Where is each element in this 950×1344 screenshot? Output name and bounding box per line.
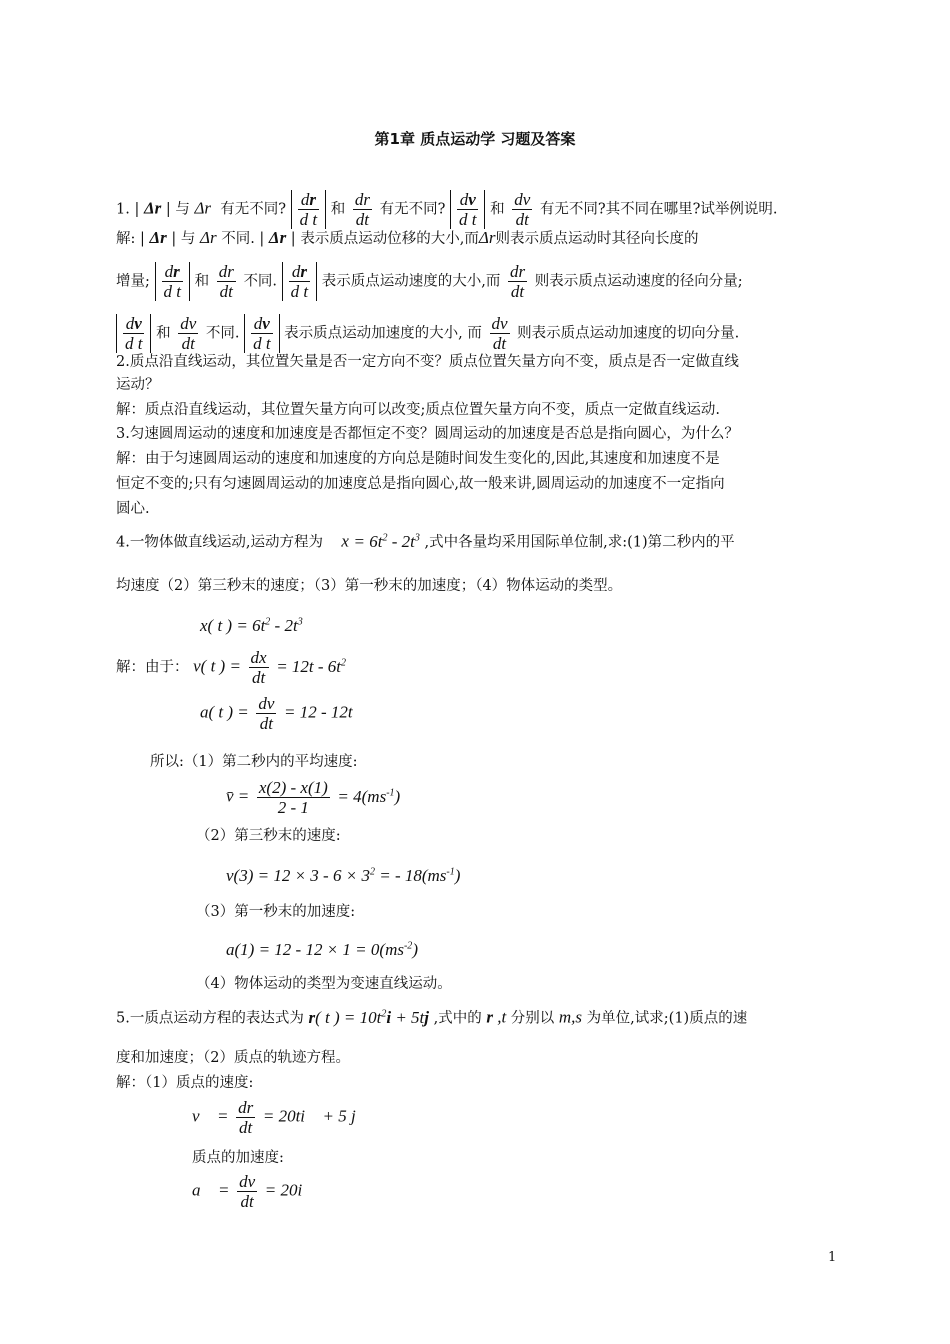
answer-1-line-1: 解: | Δr | 与 Δr 不同. | Δr | 表示质点运动位移的大小,而Δr则表示质点运动时其径向长度的 <box>116 228 699 247</box>
equation-v-bar: v̄ = $\frac{x(2) - x(1)}{2 - 1}$ = $4(ms^{-1})$ <box>226 778 401 817</box>
solution-label-4: 解：由于： v( t ) = $\frac{dx}{dt}$ = $12t - 6t^2$ <box>116 648 347 687</box>
equation-v3: $v(3) = 12 \times 3 - 6 \times 3^2$ = - $18(ms^{-1})$ <box>226 865 461 885</box>
answer-3-line-2: 恒定不变的;只有匀速圆周运动的加速度总是指向圆心,故一般来讲,圆周运动的加速度不一定指向 <box>116 476 725 492</box>
answer-1-line-3: $\frac{dv}{\text{d t}}$ 和 $\frac{dv}{dt}$ 不同. $\frac{dv}{\text{d t}}$ 表示质点运动加速度的大小, 而 $\frac{dv}{dt}$ 则表示质点运动加速度的切向分量. <box>116 314 739 353</box>
question-4-line-2: 均速度（2）第三秒末的速度；（3）第一秒末的加速度；（4）物体运动的类型。 <box>116 578 623 594</box>
answer-1-line-2: 增量; $\frac{dr}{\text{d t}}$ 和 $\frac{dr}{dt}$ 不同. $\frac{dr}{\text{d t}}$ 表示质点运动速度的大小,而 $\frac{dr}{dt}$ 则表示质点运动速度的径向分量; <box>116 262 743 301</box>
part-3-label: （3）第一秒末的加速度: <box>196 904 356 920</box>
answer-3-line-1: 解：由于匀速圆周运动的速度和加速度的方向总是随时间发生变化的,因此,其速度和加速度不是 <box>116 451 720 467</box>
question-2-line-2: 运动？ <box>116 377 160 393</box>
answer-3-line-3: 圆心. <box>116 501 150 517</box>
question-3: 3.匀速圆周运动的速度和加速度是否都恒定不变？圆周运动的加速度是否总是指向圆心，为什么？ <box>116 426 739 442</box>
part-4-label: （4）物体运动的类型为变速直线运动。 <box>196 976 452 992</box>
answer-5-acceleration-label: 质点的加速度: <box>192 1150 284 1166</box>
answer-5-velocity-label: 解：（1）质点的速度: <box>116 1075 254 1091</box>
equation-acceleration-vector: a⃗ = $\frac{dv}{dt}$ = 20i⃗ <box>192 1172 316 1211</box>
equation-x-t: x( t ) = $6t^2 - 2t^3$ <box>200 615 303 635</box>
equation-a1: $a(1) = 12 - 12 \times 1 = 0(ms^{-2})$ <box>226 939 418 959</box>
equation-velocity-vector: v⃗ = $\frac{dr}{dt}$ = 20ti⃗ + 5 j⃗ <box>192 1098 369 1137</box>
question-5-line-2: 度和加速度；（2）质点的轨迹方程。 <box>116 1050 350 1066</box>
question-1: 1. | Δr | 与 Δr 有无不同? $\frac{dr}{\text{d t}}$ 和 $\frac{dr}{dt}$ 有无不同? $\frac{dv}{\text{d t}}$ 和 $\frac{dv}{dt}$ 有无不同?其不同在哪里?试举例说明. <box>116 190 778 229</box>
question-4-line-1: 4.一物体做直线运动,运动方程为 $x = 6t^2 - 2t^3$ ,式中各量均采用国际单位制,求:(1)第二秒内的平 <box>116 531 735 551</box>
part-2-label: （2）第三秒末的速度: <box>196 828 341 844</box>
answer-2: 解：质点沿直线运动，其位置矢量方向可以改变;质点位置矢量方向不变，质点一定做直线运动. <box>116 402 720 418</box>
chapter-title: 第1章 质点运动学 习题及答案 <box>374 130 576 148</box>
question-2-line-1: 2.质点沿直线运动，其位置矢量是否一定方向不变？质点位置矢量方向不变，质点是否一定做直线 <box>116 354 739 370</box>
page-number: 1 <box>828 1250 837 1265</box>
part-1-label: 所以:（1）第二秒内的平均速度: <box>150 754 358 770</box>
question-5-line-1: 5.一质点运动方程的表达式为 r( t ) = $10t^2i + 5tj$ ,式中的 r ,t 分别以 m,s 为单位,试求;(1)质点的速 <box>116 1007 748 1027</box>
equation-a-t: a( t ) = $\frac{dv}{dt}$ = 12 - 12t <box>200 694 353 733</box>
